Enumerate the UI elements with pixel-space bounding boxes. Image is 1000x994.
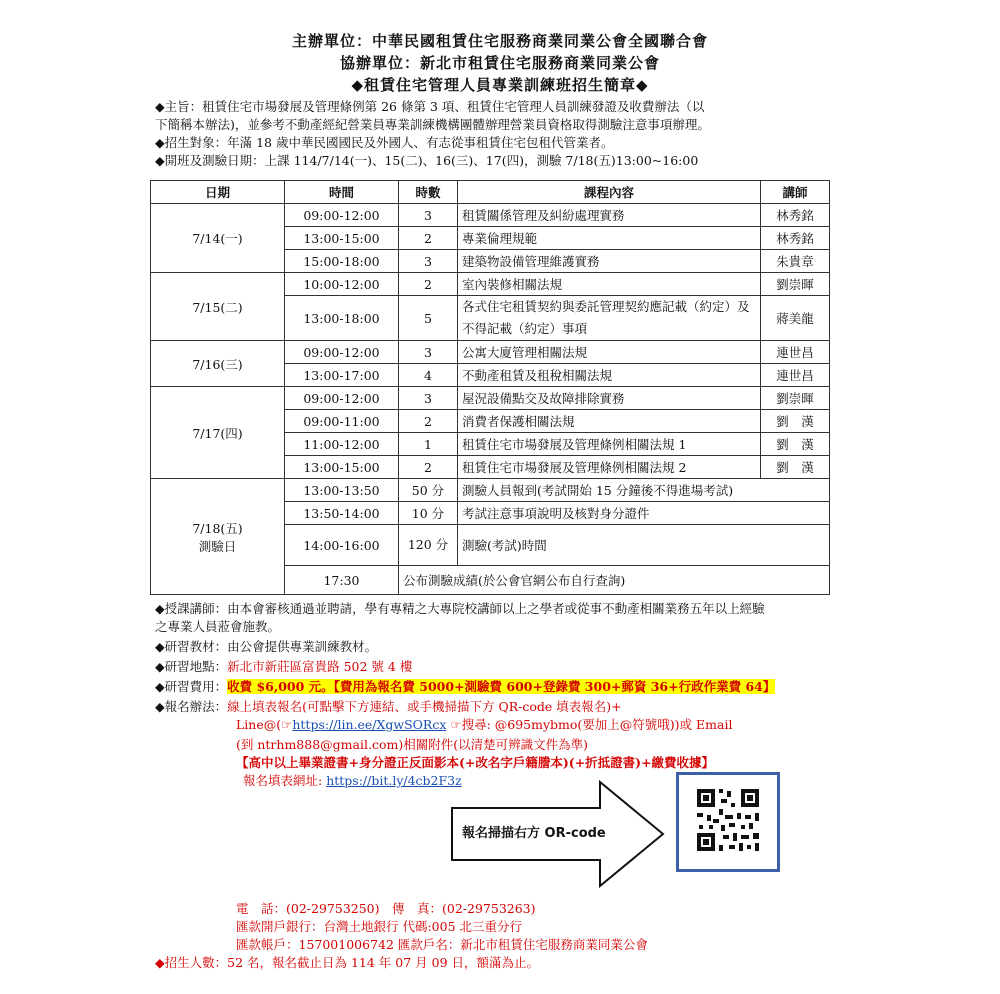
quota-line: ◆招生人數：52 名，報名截止日為 114 年 07 月 09 日，額滿為止。 [155,955,540,970]
table-row [151,341,830,364]
instructor-cell: 林秀銘 [761,227,830,250]
instructor-cell: 連世昌 [761,341,830,364]
course-cell: 租賃關係管理及糾紛處理實務 [458,204,761,227]
table-row [151,387,830,410]
hours-cell: 4 [399,364,458,387]
purpose-line-2: 下簡稱本辦法)，並參考不動產經紀營業員專業訓練機構團體辦理營業員資格取得測驗注意事項辦理。 [155,117,710,132]
course-cell: 考試注意事項說明及核對身分證件 [458,502,830,525]
header-time: 時間 [285,181,399,204]
hours-cell: 3 [399,204,458,227]
time-cell: 13:00-17:00 [285,364,399,387]
date-cell: 7/16(三) [151,341,285,387]
arrow-label: 報名掃描右方 OR-code [462,826,606,841]
time-cell: 13:00-15:00 [285,456,399,479]
hours-cell: 2 [399,410,458,433]
hours-cell: 5 [399,296,458,341]
header-instructor: 講師 [761,181,830,204]
time-cell: 09:00-12:00 [285,341,399,364]
fee-detail: 【費用為報名費 5000+測驗費 600+登錄費 300+郵資 36+行政作業費 64】 [333,679,776,694]
course-cell: 測驗(考試)時間 [458,525,830,566]
date-cell: 7/15(二) [151,273,285,341]
hours-cell: 2 [399,456,458,479]
result-cell: 公布測驗成績(於公會官網公布自行查詢) [399,566,830,595]
qr-code-icon [679,775,777,869]
hours-cell: 2 [399,273,458,296]
instructor-cell: 劉 漢 [761,433,830,456]
phone-line: 電 話：(02-29753250) 傳 真：(02-29753263) [236,901,536,916]
header-course: 課程內容 [458,181,761,204]
course-cell: 建築物設備管理維護實務 [458,250,761,273]
location-label: ◆研習地點： [155,659,228,674]
table-row [151,273,830,296]
hours-cell: 3 [399,341,458,364]
email-line: (到 ntrhm888@gmail.com)相關附件(以清楚可辨識文件為準) [236,737,588,752]
course-cell: 各式住宅租賃契約與委託管理契約應記載（約定）及不得記載（約定）事項 [458,296,761,341]
line-contact-line [236,716,732,734]
account-line: 匯款帳戶：157001006742 匯款戶名：新北市租賃住宅服務商業同業公會 [236,937,648,952]
line-link[interactable]: https://lin.ee/XgwSORcx [292,717,447,732]
time-cell: 13:00-18:00 [285,296,399,341]
time-cell: 10:00-12:00 [285,273,399,296]
document-title: ◆租賃住宅管理人員專業訓練班招生簡章◆ [351,76,649,94]
fee-label: ◆研習費用： [155,679,228,694]
purpose-line-1: ◆主旨：租賃住宅市場發展及管理條例第 26 條第 3 項、租賃住宅管理人員訓練發證及收費辦法（以 [155,99,705,114]
hours-cell: 10 分 [399,502,458,525]
required-docs-line: 【高中以上畢業證書+身分證正反面影本(+改名字戶籍謄本)(+折抵證書)+繳費收據】 [236,755,715,770]
course-cell: 消費者保護相關法規 [458,410,761,433]
schedule-table [150,180,830,595]
course-cell: 租賃住宅市場發展及管理條例相關法規 1 [458,433,761,456]
time-cell: 13:50-14:00 [285,502,399,525]
form-label: 報名填表網址: [243,773,327,788]
table-row [151,204,830,227]
line-icon-2: ☞ [446,717,462,732]
table-header-row [151,181,830,204]
course-cell: 屋況設備點交及故障排除實務 [458,387,761,410]
time-cell: 13:00-15:00 [285,227,399,250]
instructor-cell: 朱貴章 [761,250,830,273]
table-row [151,479,830,502]
hours-cell: 1 [399,433,458,456]
time-cell: 14:00-16:00 [285,525,399,566]
qr-code-box[interactable] [676,772,780,872]
time-cell: 15:00-18:00 [285,250,399,273]
line-prefix: Line@( [236,717,282,732]
dates-line: ◆開班及測驗日期：上課 114/7/14(一)、15(二)、16(三)、17(四)，測驗 7/18(五)13:00~16:00 [155,153,699,168]
exam-date-cell [151,479,285,595]
time-cell: 11:00-12:00 [285,433,399,456]
location-value: 新北市新莊區富貴路 502 號 4 樓 [227,659,413,674]
time-cell: 09:00-12:00 [285,204,399,227]
instructor-cell: 劉崇暉 [761,387,830,410]
time-cell: 17:30 [285,566,399,595]
exam-date-sub: 測驗日 [198,538,237,554]
exam-date: 7/18(五) [192,520,243,536]
date-cell: 7/17(四) [151,387,285,479]
co-organizer-line: 協辦單位：新北市租賃住宅服務商業同業公會 [339,54,660,72]
time-cell: 09:00-11:00 [285,410,399,433]
course-cell: 公寓大廈管理相關法規 [458,341,761,364]
instructor-cell: 蔣美龍 [761,296,830,341]
organizer-line: 主辦單位：中華民國租賃住宅服務商業同業公會全國聯合會 [291,32,708,50]
header-date: 日期 [151,181,285,204]
course-cell: 專業倫理規範 [458,227,761,250]
hours-cell: 50 分 [399,479,458,502]
fee-line [155,678,855,696]
instructors-line-1: ◆授課講師：由本會審核通過並聘請，學有專精之大專院校講師以上之學者或從事不動產相關業務五年以上經驗 [155,601,765,616]
hours-cell: 3 [399,250,458,273]
instructor-cell: 連世昌 [761,364,830,387]
course-cell: 測驗人員報到(考試開始 15 分鐘後不得進場考試) [458,479,830,502]
signup-line [155,698,855,716]
time-cell: 09:00-12:00 [285,387,399,410]
header-hours: 時數 [399,181,458,204]
hours-cell: 120 分 [399,525,458,566]
target-line: ◆招生對象：年滿 18 歲中華民國國民及外國人、有志從事租賃住宅包租代管業者。 [155,135,614,150]
course-cell: 室內裝修相關法規 [458,273,761,296]
fee-total: 收費 $6,000 元。 [227,679,334,694]
instructor-cell: 林秀銘 [761,204,830,227]
date-cell: 7/14(一) [151,204,285,273]
instructor-cell: 劉 漢 [761,410,830,433]
instructor-cell: 劉 漢 [761,456,830,479]
instructor-cell: 劉崇暉 [761,273,830,296]
materials-line: ◆研習教材：由公會提供專業訓練教材。 [155,639,378,654]
form-link[interactable]: https://bit.ly/4cb2F3z [326,773,462,788]
hours-cell: 2 [399,227,458,250]
signup-text: 線上填表報名(可點擊下方連結、或手機掃描下方 QR-code 填表報名)+ [227,699,622,714]
signup-label: ◆報名辦法： [155,699,228,714]
bank-line: 匯款開戶銀行：台灣土地銀行 代碼:005 北三重分行 [236,919,523,934]
course-cell: 租賃住宅市場發展及管理條例相關法規 2 [458,456,761,479]
line-search: 搜尋: @695mybmo(要加上@符號哦))或 Email [461,717,733,732]
course-cell: 不動產租賃及租稅相關法規 [458,364,761,387]
time-cell: 13:00-13:50 [285,479,399,502]
line-icon: ☞ [281,717,293,732]
location-line [155,658,855,676]
hours-cell: 3 [399,387,458,410]
instructors-line-2: 之專業人員蒞會施教。 [155,619,281,634]
form-url-line [243,772,462,790]
